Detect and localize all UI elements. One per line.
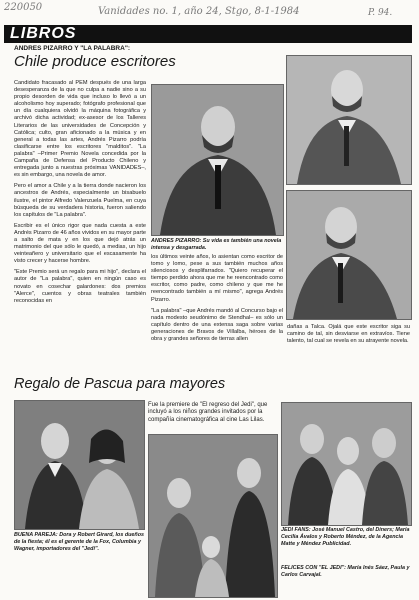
paragraph: Escribir es el único rigor que nada cuesta a este Andrés Pizarro de 46 años vividos en su mayor parte a salto de mata y en los que dejó atrás un matrimonio del que sólo le quedó, a medias, un hijo veinteañero y universitario que el escasamente ha visto crecer y hacerse hombre. xyxy=(14,222,146,265)
article2-headline: Regalo de Pascua para mayores xyxy=(14,376,226,392)
paragraph: los últimos veinte años, lo asientan como escritor de tomo y lomo, pese a sus también muchos años silenciosos y desplifarrados. "Quiero recuperar el tiempo perdido ahora que me he reencontrado como escritor, como padre, como chileno y que me he reencontrado también a mí mismo", agrega Andrés Pizarro. xyxy=(151,254,283,303)
photo-andres-pizarro-bottom-right xyxy=(286,190,412,320)
article2-intro: Fue la premiere de "El regreso del Jedi", que incluyó a los niños grandes invitados por la compañía cinematográfica al cine Las Lilas. xyxy=(148,402,268,423)
article1-column-3 xyxy=(287,324,410,349)
article1-column-1 xyxy=(14,80,146,309)
photo-andres-pizarro-top-right xyxy=(286,55,412,185)
caption-felices-con-el-jedi: FELICES CON "EL JEDI": María Inés Sáez, Paula y Carlos Carvajal. xyxy=(281,565,410,578)
paragraph: dañas a Talca. Ojalá que este escritor siga su camino de tal, sin desviarse en extravíos. Tiene talento, tal cual se revela en su atrayente novela. xyxy=(287,324,410,345)
caption-jedi-fans: JEDI FANS: José Manuel Castro, del Diners; María Cecilia Ávalos y Roberto Méndez, de la Agencia Matte y Méndez Publicidad. xyxy=(281,527,410,547)
page-ref: P. 94. xyxy=(368,8,393,18)
paragraph: "Este Premio será un regalo para mi hijo", declara el autor de "La palabra", quien en ningún caso es novato en cosechar galardones: dos premios "Alerce", cuentos y obras teatrales también reconocidas en xyxy=(14,269,146,304)
photo-felices-con-el-jedi xyxy=(148,434,278,598)
photo-andres-pizarro-large xyxy=(151,84,284,236)
paragraph: "La palabra" –que Andrés mandó al Concurso bajo el nada modesto seudónimo de Stendhal– es sólo un capítulo dentro de una extensa saga sobre varias generaciones de Bravos de Villalba, héroes de la obra y grandes señores de tierras allen xyxy=(151,307,283,343)
archive-number: 220050 xyxy=(4,2,43,13)
paragraph: Candidato fracasado al PEM después de una larga desesperanza de la que no culpa a nadie sino a su propio desorden de vida que incluso lo llevó a un alcoholismo hoy superado; fotógrafo profesional que un día cualquiera olvidó la máquina fotográfica y archivó dicha actividad; ex-asesor de los Talleres Literarios de las universidades de Concepción y Católica; culto, gran aficionado a la música y en general a todas las artes, Andrés Pizarro podría clasificarse entre los escritores "malditos". "La palabra" –Primer Premio Novela concedida por la Campaña de Defensa del Producto Chileno y entregada junto a nuestras próximas VANIDADES–, es sin embargo, una novela de amor. xyxy=(14,80,146,179)
paragraph: Pero el amor a Chile y a la tierra donde nacieron los ancestros de Andrés, especialmente un bisabuelo ilustre, el pintor Alfredo Valenzuela Puelma, en cuya búsqueda de su verdadera historia, fueron saliendo los capítulos de "La palabra". xyxy=(14,183,146,218)
article1-headline: Chile produce escritores xyxy=(14,53,176,70)
caption-buena-pareja: BUENA PAREJA: Dora y Robert Girard, los dueños de la fiesta; él es el gerente de la Fox, Columbia y Wagner, importadores del "Jedi". xyxy=(14,532,144,552)
section-title: LIBROS xyxy=(10,25,77,42)
photo-jedi-fans xyxy=(281,402,412,526)
section-banner xyxy=(4,25,412,43)
article1-column-2 xyxy=(151,254,283,347)
handwritten-note: Vanidades no. 1, año 24, Stgo, 8-1-1984 xyxy=(98,6,300,17)
article1-kicker: ANDRES PIZARRO Y "LA PALABRA": xyxy=(14,45,131,52)
photo-buena-pareja xyxy=(14,400,145,530)
photo-caption-pizarro: ANDRES PIZARRO: Su vida es también una novela intensa y desgarrada. xyxy=(151,238,282,251)
